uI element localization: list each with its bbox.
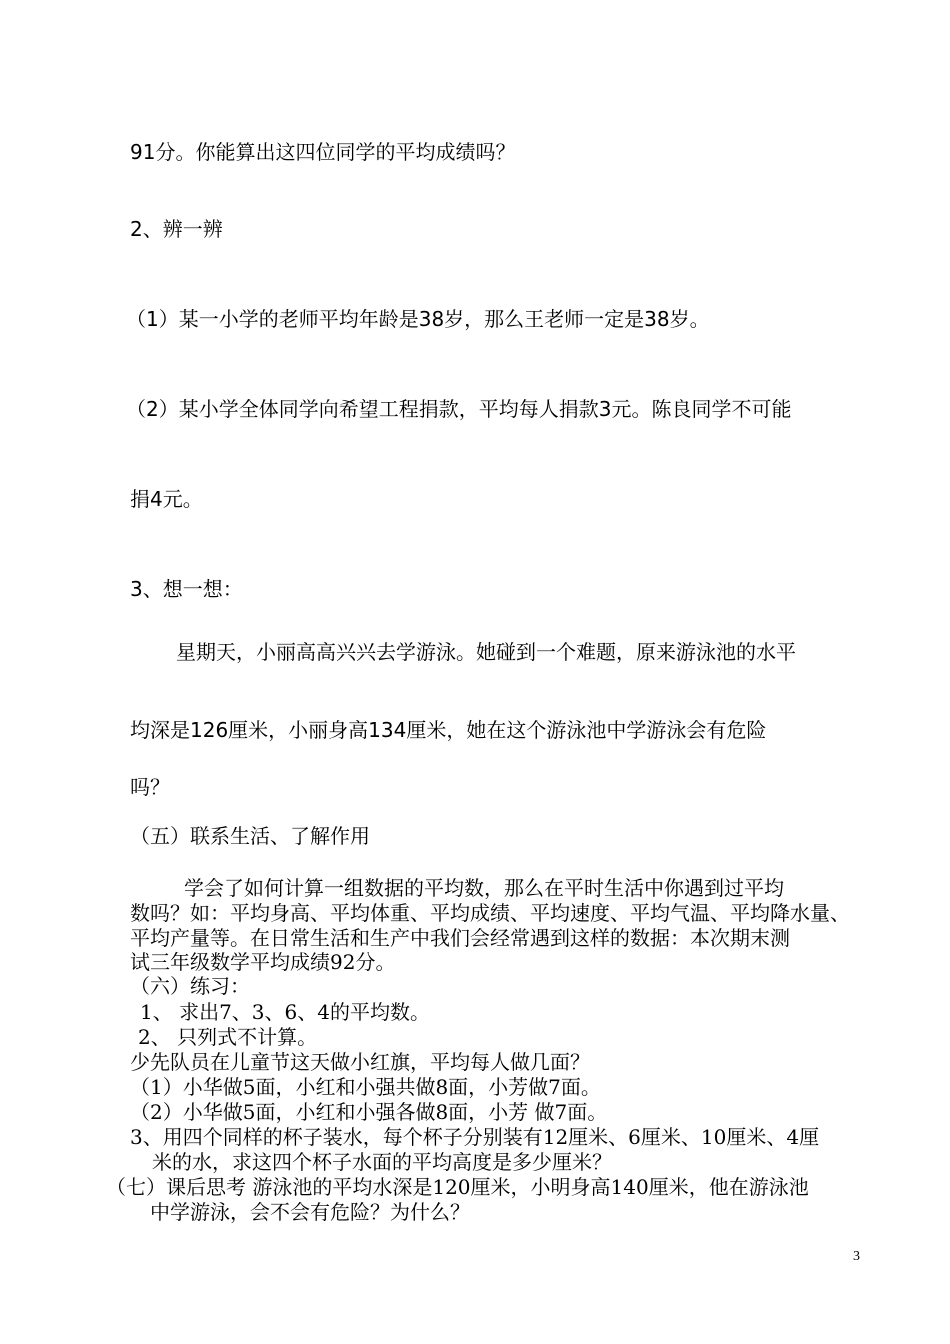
text-line: 3、用四个同样的杯子装水，每个杯子分别装有12厘米、6厘米、10厘米、4厘 — [130, 1125, 820, 1149]
text-line: （2）小华做5面，小红和小强各做8面，小芳 做7面。 — [130, 1100, 608, 1124]
text-line: 中学游泳，会不会有危险？为什么？ — [150, 1200, 470, 1224]
text-line: 数吗？如：平均身高、平均体重、平均成绩、平均速度、平均气温、平均降水量、 — [130, 901, 850, 925]
text-line: 星期天，小丽高高兴兴去学游泳。她碰到一个难题，原来游泳池的水平 — [176, 640, 796, 664]
text-line: 2、 只列式不计算。 — [138, 1025, 318, 1049]
text-line: 平均产量等。在日常生活和生产中我们会经常遇到这样的数据：本次期末测 — [130, 926, 790, 950]
text-line: 吗？ — [130, 775, 170, 799]
section-title: 3、想一想： — [130, 577, 243, 601]
section-title: 2、辨一辨 — [130, 217, 223, 241]
text-line: 91分。你能算出这四位同学的平均成绩吗？ — [130, 140, 516, 164]
text-line: （2）某小学全体同学向希望工程捐款，平均每人捐款3元。陈良同学不可能 — [126, 397, 792, 421]
section-title: （六）练习： — [130, 974, 250, 998]
text-line: 试三年级数学平均成绩92分。 — [130, 950, 396, 974]
page-number: 3 — [853, 1249, 860, 1264]
text-line: （七）课后思考 游泳池的平均水深是120厘米，小明身高140厘米，他在游泳池 — [106, 1175, 809, 1199]
text-line: 学会了如何计算一组数据的平均数，那么在平时生活中你遇到过平均 — [184, 876, 784, 900]
text-line: 1、 求出7、3、6、4的平均数。 — [140, 1000, 430, 1024]
text-line: 均深是126厘米，小丽身高134厘米，她在这个游泳池中学游泳会有危险 — [130, 718, 767, 742]
text-line: 米的水，求这四个杯子水面的平均高度是多少厘米？ — [152, 1150, 612, 1174]
text-line: 少先队员在儿童节这天做小红旗，平均每人做几面？ — [130, 1050, 590, 1074]
section-title: （五）联系生活、了解作用 — [130, 824, 370, 848]
text-line: （1）某一小学的老师平均年龄是38岁，那么王老师一定是38岁。 — [126, 307, 710, 331]
text-line: （1）小华做5面，小红和小强共做8面，小芳做7面。 — [130, 1075, 601, 1099]
text-line: 捐4元。 — [130, 487, 203, 511]
